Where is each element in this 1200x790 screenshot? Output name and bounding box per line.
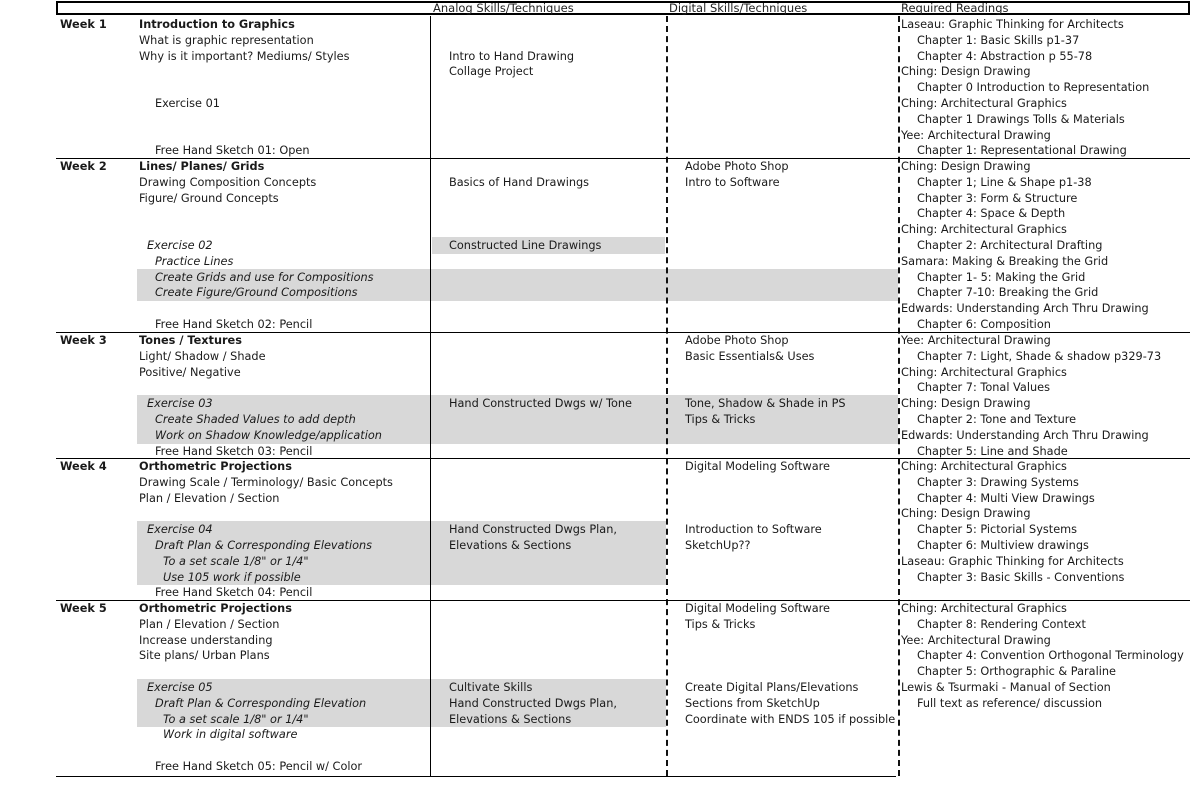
column-divider [898,16,900,776]
reading-chapter: Chapter 3: Drawing Systems [917,475,1079,489]
reading-chapter: Chapter 4: Abstraction p 55-78 [917,49,1093,63]
exercise-step: Work in digital software [163,728,298,742]
exercise-title: Exercise 03 [147,397,213,411]
exercise-title: Exercise 05 [147,681,213,694]
exercise-step: Create Shaded Values to add depth [155,413,356,426]
reading-chapter: Chapter 5: Line and Shade [917,444,1068,458]
analog-item: Hand Constructed Dwgs Plan, [449,523,617,537]
exercise-step: Draft Plan & Corresponding Elevations [155,539,373,552]
digital-item: Intro to Software [685,175,780,189]
reading-chapter: Chapter 6: Multiview drawings [917,539,1089,552]
sketch-assignment: Free Hand Sketch 02: Pencil [155,318,313,331]
exercise-step: Work on Shadow Knowledge/application [155,428,382,442]
week-topic-title: Tones / Textures [139,334,242,347]
reading-book: Ching: Design Drawing [901,397,1031,411]
reading-chapter: Chapter 7: Light, Shade & shadow p329-73 [917,349,1162,363]
reading-chapter: Chapter 4: Multi View Drawings [917,491,1095,505]
digital-item: Introduction to Software [685,523,822,537]
digital-item: Tips & Tricks [685,617,756,631]
reading-book: Laseau: Graphic Thinking for Architects [901,554,1124,568]
reading-chapter: Chapter 7: Tonal Values [917,381,1050,395]
analog-item: Basics of Hand Drawings [449,175,590,189]
reading-chapter: Chapter 8: Rendering Context [917,617,1086,631]
reading-chapter: Chapter 7-10: Breaking the Grid [917,286,1099,300]
analog-item: Hand Constructed Dwgs Plan, [449,696,617,710]
exercise-title: Exercise 02 [147,239,213,252]
header-digital: Digital Skills/Techniques [669,1,808,15]
reading-book: Laseau: Graphic Thinking for Architects [901,18,1124,31]
reading-book: Samara: Making & Breaking the Grid [901,254,1109,268]
sketch-assignment: Free Hand Sketch 04: Pencil [155,586,313,600]
reading-chapter: Chapter 2: Tone and Texture [917,413,1077,426]
reading-book: Lewis & Tsurmaki - Manual of Section [901,681,1111,694]
header-analog: Analog Skills/Techniques [433,1,574,15]
analog-item: Collage Project [449,65,534,79]
week-topic: Drawing Composition Concepts [139,175,317,189]
header-readings: Required Readings [901,1,1009,15]
week-topic-title: Lines/ Planes/ Grids [139,160,265,173]
reading-chapter: Chapter 1- 5: Making the Grid [917,270,1086,284]
analog-item: Cultivate Skills [449,681,533,694]
reading-chapter: Chapter 1; Line & Shape p1-38 [917,175,1092,189]
reading-book: Yee: Architectural Drawing [901,633,1051,647]
reading-book: Ching: Architectural Graphics [901,223,1067,237]
reading-book: Ching: Design Drawing [901,65,1031,79]
reading-chapter: Chapter 5: Pictorial Systems [917,523,1078,537]
week-label: Week 5 [60,602,107,615]
analog-item: Elevations & Sections [449,712,572,726]
week-topic: Plan / Elevation / Section [139,617,280,631]
reading-book: Ching: Architectural Graphics [901,365,1067,379]
reading-chapter: Full text as reference/ discussion [917,696,1103,710]
sketch-assignment: Free Hand Sketch 05: Pencil w/ Color [155,760,363,773]
reading-chapter: Chapter 1 Drawings Tolls & Materials [917,112,1125,126]
exercise-step: Use 105 work if possible [163,570,301,584]
analog-item: Constructed Line Drawings [449,239,602,252]
sketch-assignment: Free Hand Sketch 03: Pencil [155,444,313,458]
digital-item: SketchUp?? [685,539,751,552]
table-bottom-border [56,776,896,777]
reading-chapter: Chapter 1: Basic Skills p1-37 [917,33,1080,47]
reading-book: Ching: Design Drawing [901,507,1031,521]
digital-item: Tone, Shadow & Shade in PS [685,397,846,411]
reading-chapter: Chapter 4: Space & Depth [917,207,1066,221]
reading-book: Edwards: Understanding Arch Thru Drawing [901,428,1149,442]
digital-item: Tips & Tricks [685,413,756,426]
reading-book: Ching: Architectural Graphics [901,460,1067,473]
reading-chapter: Chapter 0 Introduction to Representation [917,81,1150,95]
reading-book: Ching: Architectural Graphics [901,97,1067,110]
week-label: Week 4 [60,460,107,473]
analog-item: Hand Constructed Dwgs w/ Tone [449,397,632,411]
reading-book: Ching: Design Drawing [901,160,1031,173]
week-label: Week 3 [60,334,107,347]
reading-chapter: Chapter 6: Composition [917,318,1051,331]
exercise-step: To a set scale 1/8" or 1/4" [163,554,309,568]
analog-item: Elevations & Sections [449,539,572,552]
reading-chapter: Chapter 2: Architectural Drafting [917,239,1103,252]
week-topic: Positive/ Negative [139,365,241,379]
reading-chapter: Chapter 1: Representational Drawing [917,144,1127,158]
week-topic: Increase understanding [139,633,273,647]
digital-item: Digital Modeling Software [685,460,831,473]
exercise-title: Exercise 01 [155,97,220,110]
digital-item: Create Digital Plans/Elevations [685,681,859,694]
reading-book: Ching: Architectural Graphics [901,602,1067,615]
digital-item: Digital Modeling Software [685,602,831,615]
week-topic: Plan / Elevation / Section [139,491,280,505]
digital-item: Adobe Photo Shop [685,160,789,173]
week-topic-title: Introduction to Graphics [139,18,295,31]
header-row [56,1,1190,15]
exercise-step: Draft Plan & Corresponding Elevation [155,696,367,710]
exercise-step: Create Figure/Ground Compositions [155,286,358,300]
digital-item: Coordinate with ENDS 105 if possible [685,712,896,726]
week-topic: Why is it important? Mediums/ Styles [139,49,350,63]
column-divider [430,16,431,776]
digital-item: Sections from SketchUp [685,696,820,710]
week-label: Week 2 [60,160,107,173]
week-topic-title: Orthometric Projections [139,460,292,473]
week-topic-title: Orthometric Projections [139,602,292,615]
reading-book: Yee: Architectural Drawing [901,334,1051,347]
reading-chapter: Chapter 3: Form & Structure [917,191,1078,205]
exercise-title: Exercise 04 [147,523,213,537]
week-label: Week 1 [60,18,107,31]
sketch-assignment: Free Hand Sketch 01: Open [155,144,310,158]
exercise-step: To a set scale 1/8" or 1/4" [163,712,309,726]
digital-item: Adobe Photo Shop [685,334,789,347]
week-topic: Light/ Shadow / Shade [139,349,266,363]
exercise-step: Practice Lines [155,254,234,268]
week-topic: Drawing Scale / Terminology/ Basic Concepts [139,475,393,489]
analog-item: Intro to Hand Drawing [449,49,575,63]
week-topic: Figure/ Ground Concepts [139,191,279,205]
reading-chapter: Chapter 4: Convention Orthogonal Terminology [917,649,1184,663]
week-topic: What is graphic representation [139,33,314,47]
reading-chapter: Chapter 5: Orthographic & Paraline [917,665,1116,679]
week-topic: Site plans/ Urban Plans [139,649,270,663]
reading-chapter: Chapter 3: Basic Skills - Conventions [917,570,1125,584]
reading-book: Edwards: Understanding Arch Thru Drawing [901,302,1149,316]
reading-book: Yee: Architectural Drawing [901,128,1051,142]
column-divider [666,16,668,776]
digital-item: Basic Essentials& Uses [685,349,815,363]
exercise-step: Create Grids and use for Compositions [155,270,374,284]
